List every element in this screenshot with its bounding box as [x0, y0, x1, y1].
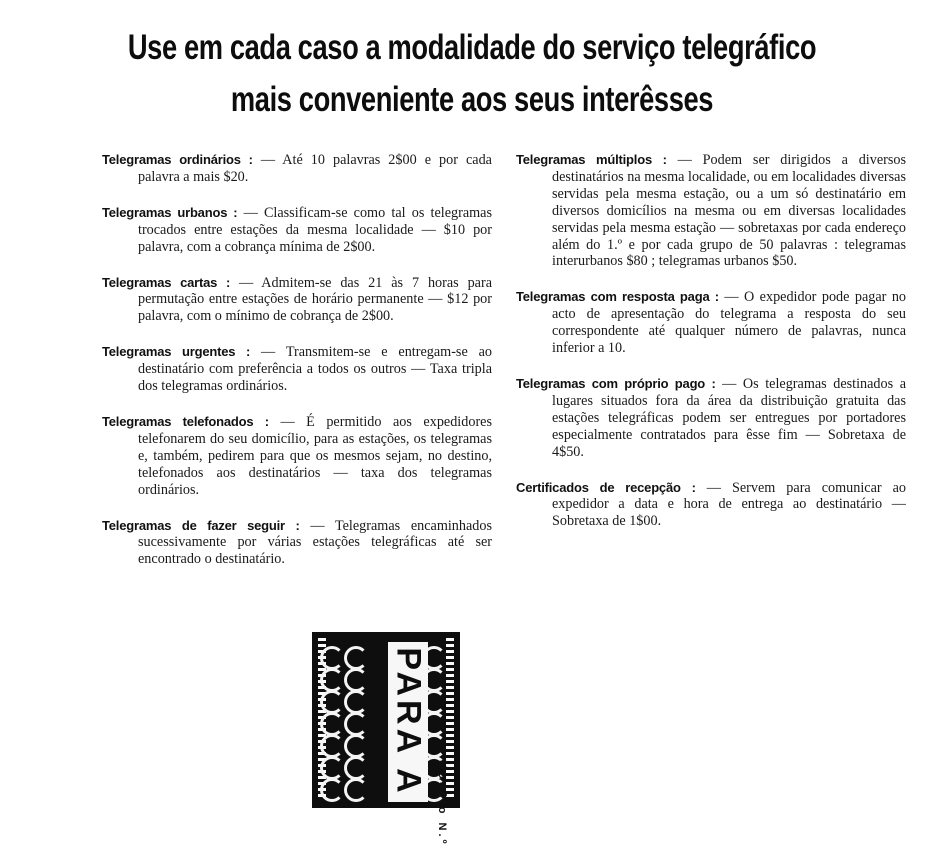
- entry-ordinarios: [102, 152, 492, 186]
- entry-cartas: [102, 275, 492, 326]
- stamp-ornament: [320, 756, 344, 780]
- stamp-ornament: [344, 778, 368, 802]
- entry-text: — Servem para comunicar ao expedidor a data e hora de entrega ao destinatário — Sobretaxa de 1$00.: [552, 479, 906, 530]
- entry-telefonados: [102, 414, 492, 499]
- stamp-word: PARA A: [389, 647, 428, 797]
- entry-resposta-paga: [516, 289, 906, 357]
- entry-term: Telegramas urbanos :: [102, 204, 238, 220]
- entry-urgentes: [102, 344, 492, 395]
- entry-text: — Os telegramas destinados a lugares situados fora da área da distribuição gratuita das estações telegráficas podem ser entregues por portadores especialmente contratados para êsse fim — Sobretaxa de 4$50.: [552, 375, 906, 460]
- entry-text: — É permitido aos expedidores telefonarem do seu domicílio, para as estações, os telegramas e, também, pedirem para que os mesmos sejam, no destino, telefonados aos destinatários — taxa dos telegramas ordinários.: [138, 413, 492, 498]
- entry-text: — Classificam-se como tal os telegramas trocados entre estações da mesma localidade — $10 por palavra, com a cobrança mínima de 2$00.: [138, 204, 492, 255]
- entry-text: — Podem ser dirigidos a diversos destinatários na mesma localidade, ou em localidades diversas servidas pela mesma estação, ou a um só destinatário em diversos domicílios na mesma ou em diversas localidades servidas pela mesma estação — sobretaxas por cada endereço além do 1.º e por cada grupo de 50 palavras : telegramas interurbanos $80 ; telegramas urbanos $50.: [552, 152, 906, 270]
- stamp-ornament: [320, 734, 344, 758]
- entry-text: — O expedidor pode pagar no acto de apresentação do telegrama a resposta do seu correspondente até qualquer número de palavras, nunca inferior a 10.: [552, 289, 907, 357]
- entry-term: Telegramas cartas :: [102, 274, 231, 290]
- entry-term: Telegramas com resposta paga :: [516, 289, 719, 305]
- entry-urbanos: [102, 205, 492, 256]
- entry-term: Telegramas ordinários :: [102, 152, 253, 167]
- stamp-ornament: [320, 668, 344, 692]
- stamp-ornament: [344, 734, 368, 758]
- entry-term: Telegramas urgentes :: [102, 344, 251, 360]
- entry-text: — Admitem-se das 21 às 7 horas para permutação entre estações de horário permanente — $12 por palavra, com o mínimo de cobrança de 2$00.: [138, 274, 492, 325]
- stamp-ornament: [320, 712, 344, 736]
- entry-text: — Transmitem-se e entregam-se ao destinatário com preferência a todos os outros — Taxa tripla dos telegramas ordinários.: [138, 344, 492, 395]
- entry-term: Telegramas de fazer seguir :: [102, 517, 300, 533]
- page-title: [104, 22, 840, 126]
- entry-term: Telegramas telefonados :: [102, 413, 269, 429]
- stamp-ornament: [320, 646, 344, 670]
- left-column: [102, 152, 492, 587]
- title-line-1: Use em cada caso a modalidade do serviço telegráfico: [127, 28, 817, 67]
- stamp-ornament: [344, 756, 368, 780]
- entry-term: Certificados de recepção :: [516, 479, 696, 495]
- entry-certificados: [516, 480, 906, 531]
- entry-term: Telegramas com próprio pago :: [516, 375, 716, 391]
- right-column: [516, 152, 906, 549]
- entry-proprio-pago: [516, 376, 906, 461]
- stamp-ornament: [320, 778, 344, 802]
- stamp-ornament: [344, 646, 368, 670]
- stamp-word-panel: [388, 642, 428, 802]
- stamp-ornament: [344, 668, 368, 692]
- entry-fazer-seguir: [102, 518, 492, 569]
- entry-multiplos: [516, 152, 906, 270]
- model-number-label: Modêlo N.º: [436, 760, 448, 847]
- stamp-ornament: [344, 690, 368, 714]
- entry-text: — Até 10 palavras 2$00 e por cada palavra a mais $20.: [138, 152, 492, 185]
- entry-term: Telegramas múltiplos :: [516, 152, 667, 167]
- entry-text: — Telegramas encaminhados sucessivamente por várias estações telegráficas até ser encontrado o destinatário.: [138, 517, 492, 568]
- stamp-ornament: [320, 690, 344, 714]
- stamp-ornament: [344, 712, 368, 736]
- title-line-2: mais conveniente aos seus interêsses: [230, 80, 714, 119]
